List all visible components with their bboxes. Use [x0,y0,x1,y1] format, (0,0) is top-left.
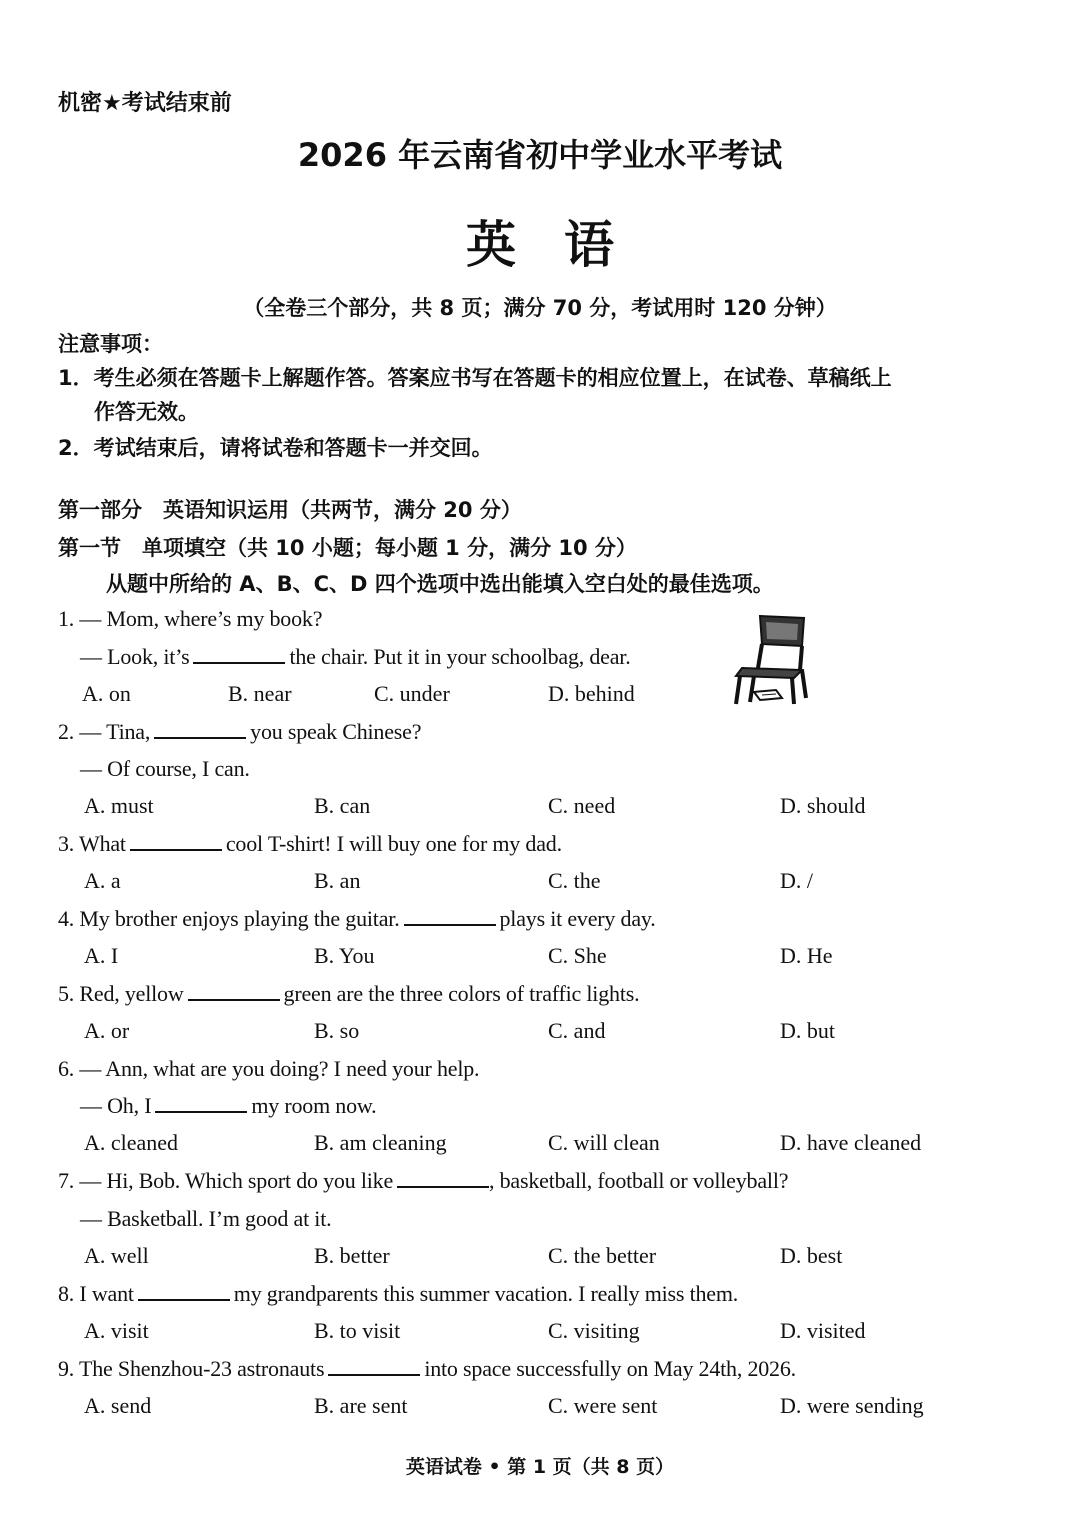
question-8-option-c: C. visiting [548,1318,640,1343]
question-4-stem-post: plays it every day. [499,906,656,931]
question-5-option-a: A. or [84,1018,130,1043]
question-4-option-d: D. He [780,943,833,968]
question-6-dialog-post: my room now. [251,1093,377,1118]
question-2-line1 [58,719,421,745]
answer-blank [193,644,285,664]
question-9-option-a: A. send [84,1393,152,1418]
question-6-option-b: B. am cleaning [314,1130,447,1155]
question-9-stem-pre: 9. The Shenzhou-23 astronauts [58,1356,325,1381]
question-5-option-c: C. and [548,1018,606,1043]
question-4-option-a: A. I [84,943,119,968]
question-1-line1: 1. — Mom, where’s my book? [58,606,323,631]
question-2-option-c: C. need [548,793,616,818]
question-1-option-d: D. behind [548,681,635,706]
question-3-stem-pre: 3. What [58,831,126,856]
answer-blank [138,1281,230,1301]
question-3-option-b: B. an [314,868,361,893]
question-6-option-a: A. cleaned [84,1130,179,1155]
question-7-option-b: B. better [314,1243,390,1268]
question-2-stem-post: you speak Chinese? [250,719,422,744]
question-1-option-a: A. on [82,681,131,706]
question-2-option-b: B. can [314,793,371,818]
answer-blank [130,831,222,851]
question-1-option-b: B. near [228,681,292,706]
question-7-option-c: C. the better [548,1243,657,1268]
question-2-line2: — Of course, I can. [80,756,250,781]
question-9-option-c: C. were sent [548,1393,658,1418]
question-6-line1: 6. — Ann, what are you doing? I need your help. [58,1056,480,1081]
paper-info: （全卷三个部分，共 8 页；满分 70 分，考试用时 120 分钟） [243,296,837,320]
question-9-line1 [58,1356,796,1382]
question-5-line1 [58,981,639,1007]
question-6-option-d: D. have cleaned [780,1130,922,1155]
question-4-option-c: C. She [548,943,607,968]
chair-with-book-illustration [732,612,812,708]
notice-title: 注意事项： [58,332,163,356]
question-4-line1 [58,906,656,932]
section1-instruction: 从题中所给的 A、B、C、D 四个选项中选出能填入空白处的最佳选项。 [106,572,774,596]
question-3-option-c: C. the [548,868,601,893]
question-3-option-a: A. a [84,868,121,893]
question-8-stem-post: my grandparents this summer vacation. I really miss them. [233,1281,739,1306]
section1-title: 第一节 单项填空（共 10 小题；每小题 1 分，满分 10 分） [58,536,637,560]
answer-blank [404,906,496,926]
question-7-line1 [58,1168,788,1194]
question-7-stem-pre: 7. — Hi, Bob. Which sport do you like [58,1168,394,1193]
question-7-line2: — Basketball. I’m good at it. [80,1206,332,1231]
question-8-option-a: A. visit [84,1318,149,1343]
notice-item-2: 2．考试结束后，请将试卷和答题卡一并交回。 [58,436,493,460]
notice-item-1-continued: 作答无效。 [94,400,199,424]
question-9-option-b: B. are sent [314,1393,408,1418]
question-1-line2 [80,644,631,670]
question-1-dialog-post: the chair. Put it in your schoolbag, dear. [289,644,631,669]
question-5-stem-post: green are the three colors of traffic lights. [283,981,640,1006]
answer-blank [188,981,280,1001]
page-footer: 英语试卷 • 第 1 页（共 8 页） [405,1456,675,1478]
question-6-dialog-pre: — Oh, I [80,1093,152,1118]
question-7-option-a: A. well [84,1243,149,1268]
question-4-stem-pre: 4. My brother enjoys playing the guitar. [58,906,400,931]
question-7-option-d: D. best [780,1243,843,1268]
question-1-dialog-pre: — Look, it’s [80,644,190,669]
question-8-option-b: B. to visit [314,1318,401,1343]
question-3-option-d: D. / [780,868,813,893]
question-8-stem-pre: 8. I want [58,1281,134,1306]
answer-blank [328,1356,420,1376]
answer-blank [155,1093,247,1113]
subject-title: 英语 [466,215,662,274]
question-3-stem-post: cool T-shirt! I will buy one for my dad. [225,831,562,856]
question-5-option-d: D. but [780,1018,835,1043]
question-7-stem-post: , basketball, football or volleyball? [489,1168,789,1193]
question-8-option-d: D. visited [780,1318,866,1343]
question-2-option-d: D. should [780,793,866,818]
part1-title: 第一部分 英语知识运用（共两节，满分 20 分） [58,498,522,522]
question-8-line1 [58,1281,738,1307]
answer-blank [154,719,246,739]
question-6-line2 [80,1093,376,1119]
question-2-stem-pre: 2. — Tina, [58,719,151,744]
question-9-option-d: D. were sending [780,1393,924,1418]
question-4-option-b: B. You [314,943,375,968]
question-2-option-a: A. must [84,793,154,818]
notice-item-1: 1．考生必须在答题卡上解题作答。答案应书写在答题卡的相应位置上，在试卷、草稿纸上 [58,366,892,390]
answer-blank [397,1168,489,1188]
question-5-stem-pre: 5. Red, yellow [58,981,184,1006]
question-6-option-c: C. will clean [548,1130,660,1155]
exam-title: 2026 年云南省初中学业水平考试 [297,136,783,174]
confidential-label: 机密★考试结束前 [58,91,232,116]
question-5-option-b: B. so [314,1018,360,1043]
question-9-stem-post: into space successfully on May 24th, 2026. [424,1356,796,1381]
question-1-option-c: C. under [374,681,450,706]
question-3-line1 [58,831,562,857]
